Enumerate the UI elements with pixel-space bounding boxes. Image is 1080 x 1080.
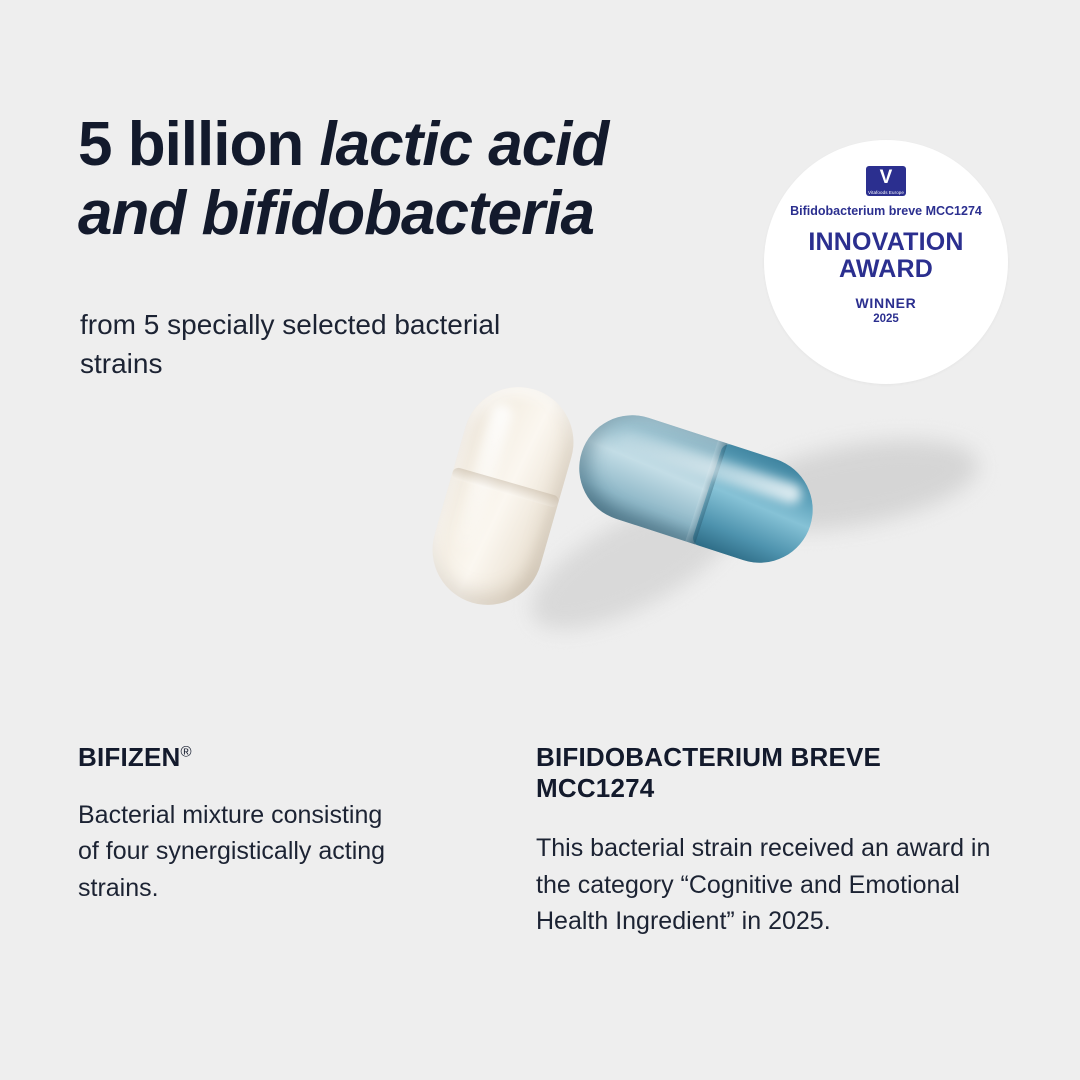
info-column-left <box>78 742 408 906</box>
badge-winner-label: WINNER <box>855 294 917 311</box>
headline-line-1-plain: 5 billion <box>78 109 320 179</box>
badge-strain-name: Bifidobacterium breve MCC1274 <box>790 204 982 218</box>
badge-logo-letter: V <box>879 167 893 188</box>
vitafoods-logo-icon <box>866 166 906 196</box>
badge-year: 2025 <box>873 312 899 325</box>
headline-line-1-emphasis: lactic acid <box>319 109 609 179</box>
info-column-right-title: BIFIDOBACTERIUM BREVE MCC1274 <box>536 742 882 804</box>
info-column-left-body: Bacterial mixture consisting of four synergistically acting strains. <box>78 801 386 902</box>
registered-trademark-icon: ® <box>180 743 192 761</box>
info-column-right <box>536 742 1006 939</box>
headline-line-2-emphasis: and bifidobacteria <box>78 178 594 248</box>
innovation-award-badge <box>764 140 1008 384</box>
info-column-right-body: This bacterial strain received an award in the category “Cognitive and Emotional Health Ingredient” in 2025. <box>536 834 991 935</box>
page-title <box>78 110 798 249</box>
product-photo <box>400 355 1040 685</box>
badge-logo-subtext: Vitafoods Europe <box>867 190 905 195</box>
badge-award-title: INNOVATION AWARD <box>808 227 964 283</box>
subheading: from 5 specially selected bacterial strains <box>80 309 501 379</box>
info-column-left-title <box>78 742 408 773</box>
info-column-left-title-text: BIFIZEN <box>78 742 181 772</box>
